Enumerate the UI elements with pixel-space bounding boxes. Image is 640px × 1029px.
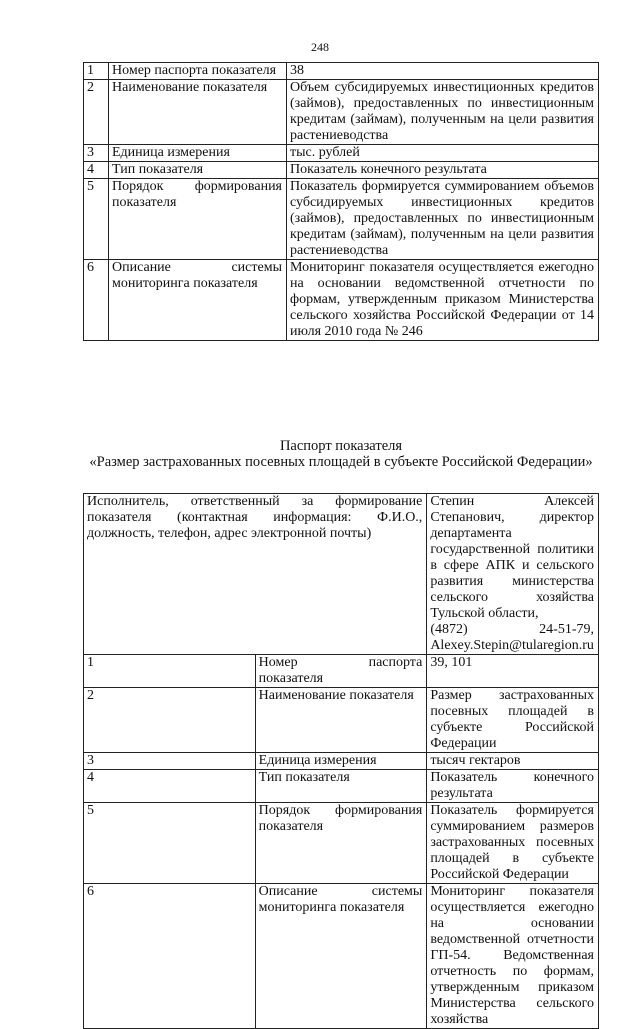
executor-label: Исполнитель, ответственный за формирование показателя (контактная информация: Ф.И.О., должность, телефон, адрес электронной почты) [84, 494, 427, 655]
row-label: Наименование показателя [255, 688, 427, 753]
row-number: 4 [84, 770, 256, 803]
row-label: Описание системы мониторинга показателя [255, 884, 427, 1029]
executor-value [427, 494, 599, 655]
row-number: 1 [84, 63, 109, 80]
row-value: Объем субсидируемых инвестиционных кредитов (займов), предоставленных по инвестиционным кредитам (займам), полученным на цели развития растениеводства [287, 80, 599, 145]
table-row [84, 753, 599, 770]
table-row [84, 260, 599, 341]
table-row [84, 655, 599, 688]
passport-heading-title: Паспорт показателя [279, 438, 403, 454]
row-value: Показатель формируется суммированием размеров застрахованных посевных площадей в субъекте Российской Федерации [427, 803, 599, 884]
row-value: Мониторинг показателя осуществляется ежегодно на основании ведомственной отчетности по формам, утвержденным приказом Министерства сельского хозяйства Российской Федерации от 14 июля 2010 года № 246 [287, 260, 599, 341]
row-value: Размер застрахованных посевных площадей в субъекте Российской Федерации [427, 688, 599, 753]
table-row [84, 884, 599, 1029]
table-row [84, 80, 599, 145]
table-row [84, 803, 599, 884]
passport-table-2 [83, 493, 599, 1029]
row-value: тыс. рублей [287, 145, 599, 162]
row-number: 2 [84, 80, 109, 145]
row-number: 3 [84, 753, 256, 770]
row-number: 2 [84, 688, 256, 753]
row-label: Наименование показателя [109, 80, 287, 145]
row-label: Единица измерения [255, 753, 427, 770]
row-number: 1 [84, 655, 256, 688]
table-row [84, 179, 599, 260]
row-number: 3 [84, 145, 109, 162]
row-label: Описание системы мониторинга показателя [109, 260, 287, 341]
executor-contact: (4872) 24-51-79, Alexey.Stepin@tularegion.ru [430, 622, 594, 653]
row-label: Номер паспорта показателя [109, 63, 287, 80]
row-number: 4 [84, 162, 109, 179]
row-number: 5 [84, 179, 109, 260]
row-label: Тип показателя [109, 162, 287, 179]
table-row [84, 145, 599, 162]
executor-row [84, 494, 599, 655]
passport-heading-subtitle: «Размер застрахованных посевных площадей в субъекте Российской Федерации» [89, 454, 593, 470]
row-label: Порядок формирования показателя [255, 803, 427, 884]
page-number: 248 [311, 40, 329, 54]
row-value: Показатель формируется суммированием объемов субсидируемых инвестиционных кредитов (займов), предоставленных по инвестиционным кредитам (займам), полученным на цели развития растениеводства [287, 179, 599, 260]
passport-heading [83, 438, 599, 470]
row-value: Показатель конечного результата [287, 162, 599, 179]
row-label: Номер паспорта показателя [255, 655, 427, 688]
row-number: 5 [84, 803, 256, 884]
row-value: Показатель конечного результата [427, 770, 599, 803]
row-number: 6 [84, 884, 256, 1029]
row-value: Мониторинг показателя осуществляется ежегодно на основании ведомственной отчетности ГП-54. Ведомственная отчетность по формам, утвержденным приказом Министерства сельского хозяйства [427, 884, 599, 1029]
row-value: 39, 101 [427, 655, 599, 688]
row-value: тысяч гектаров [427, 753, 599, 770]
table-row [84, 162, 599, 179]
row-number: 6 [84, 260, 109, 341]
table-row [84, 688, 599, 753]
row-value: 38 [287, 63, 599, 80]
table-row [84, 63, 599, 80]
passport-table-1 [83, 62, 599, 341]
row-label: Тип показателя [255, 770, 427, 803]
row-label: Единица измерения [109, 145, 287, 162]
executor-name: Степин Алексей Степанович, директор департамента государственной политики в сфере АПК и сельского развития министерства сельского хозяйства Тульской области, [430, 494, 594, 621]
row-label: Порядок формирования показателя [109, 179, 287, 260]
table-row [84, 770, 599, 803]
